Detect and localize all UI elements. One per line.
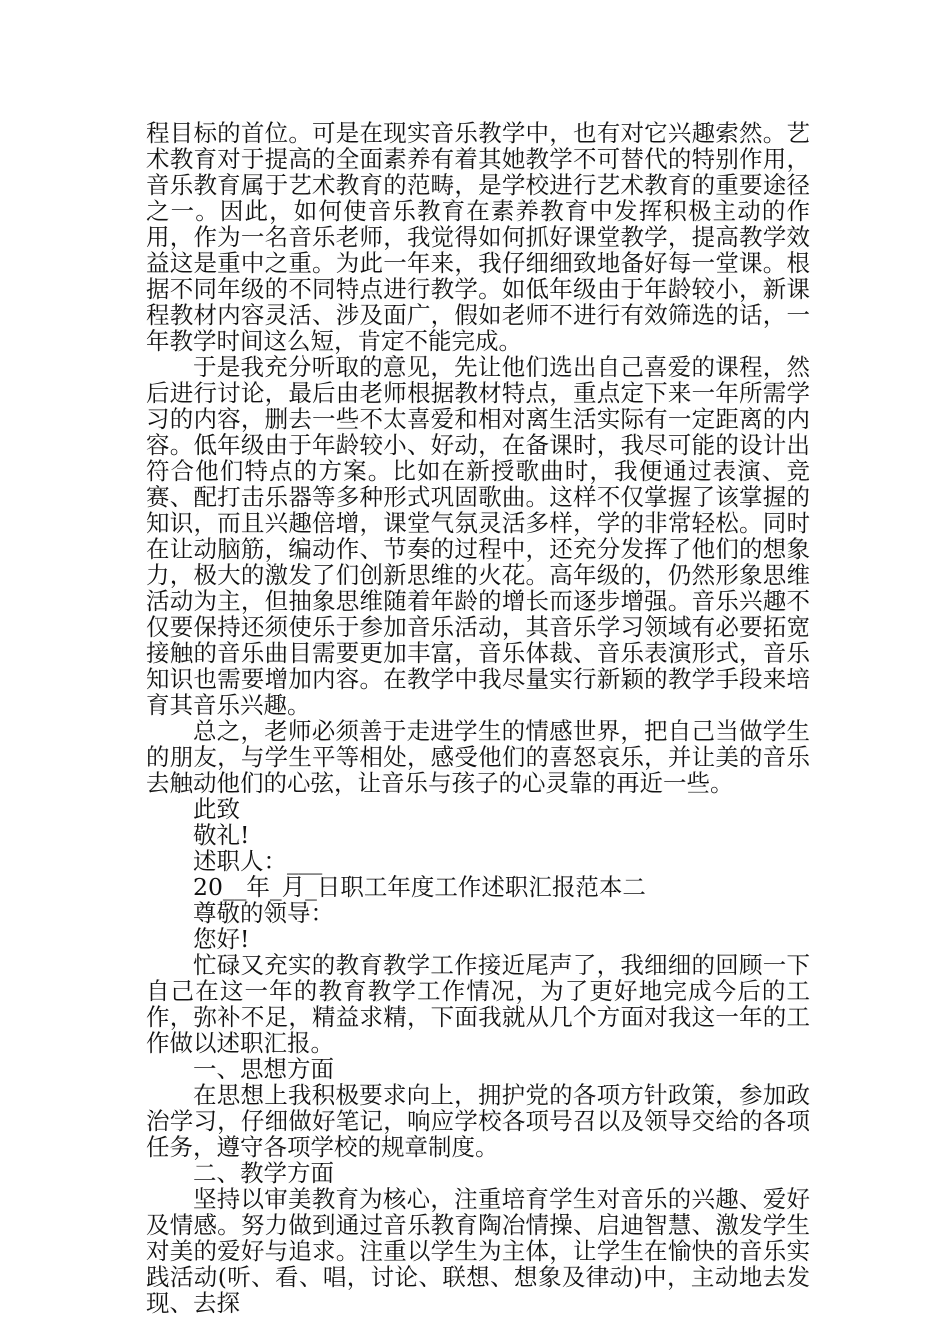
paragraph-summary: 总之，老师必须善于走进学生的情感世界，把自己当做学生的朋友，与学生平等相处，感受他们的喜怒哀乐，并让美的音乐去触动他们的心弦，让音乐与孩子的心灵靠的再近一些。	[146, 717, 810, 797]
closing-salute: 敬礼!	[193, 821, 250, 849]
heading-ideology: 一、思想方面	[193, 1055, 334, 1083]
paragraph-ideology: 在思想上我积极要求向上，拥护党的各项方针政策，参加政治学习，仔细做好笔记，响应学校各项号召以及领导交给的各项任务，遵守各项学校的规章制度。	[146, 1081, 810, 1161]
paragraph-interest: 于是我充分听取的意见，先让他们选出自己喜爱的课程，然后进行讨论，最后由老师根据教材特点，重点定下来一年所需学习的内容，删去一些不太喜爱和相对离生活实际有一定距离的内容。低年级由于年龄较小、好动，在备课时，我尽可能的设计出符合他们特点的方案。比如在新授歌曲时，我便通过表演、竞赛、配打击乐器等多种形式巩固歌曲。这样不仅掌握了该掌握的知识，而且兴趣倍增，课堂气氛灵活多样，学的非常轻松。同时在让动脑筋，编动作、节奏的过程中，还充分发挥了他们的想象力，极大的激发了们创新思维的火花。高年级的，仍然形象思维活动为主，但抽象思维随着年龄的增长而逐步增强。音乐兴趣不仅要保持还须使乐于参加音乐活动，其音乐学习领域有必要拓宽接触的音乐曲目需要更加丰富，音乐体裁、音乐表演形式，音乐知识也需要增加内容。在教学中我尽量实行新颖的教学手段来培育其音乐兴趣。	[146, 353, 810, 719]
paragraph-teaching: 坚持以审美教育为核心，注重培育学生对音乐的兴趣、爱好及情感。努力做到通过音乐教育陶冶情操、启迪智慧、激发学生对美的爱好与追求。注重以学生为主体，让学生在愉快的音乐实践活动(听、看、唱，讨论、联想、想象及律动)中，主动地去发现、去探	[146, 1185, 810, 1317]
closing-greeting: 此致	[193, 795, 240, 823]
greeting: 您好!	[193, 925, 250, 953]
document-page	[146, 120, 810, 1316]
paragraph-intro: 忙碌又充实的教育教学工作接近尾声了，我细细的回顾一下自己在这一年的教育教学工作情况，为了更好地完成今后的工作，弥补不足，精益求精，下面我就从几个方面对我这一年的工作做以述职汇报。	[146, 951, 810, 1057]
section-title: 20__年_月_日职工年度工作述职汇报范本二	[193, 873, 646, 901]
reporter-line: 述职人：___	[193, 847, 323, 875]
paragraph-continuation: 程目标的首位。可是在现实音乐教学中，也有对它兴趣索然。艺术教育对于提高的全面素养有着其她教学不可替代的特别作用，音乐教育属于艺术教育的范畴，是学校进行艺术教育的重要途径之一。因此，如何使音乐教育在素养教育中发挥积极主动的作用，作为一名音乐老师，我觉得如何抓好课堂教学，提高教学效益这是重中之重。为此一年来，我仔细细致地备好每一堂课。根据不同年级的不同特点进行教学。如低年级由于年龄较小，新课程教材内容灵活、涉及面广，假如老师不进行有效筛选的话，一年教学时间这么短，肯定不能完成。	[146, 119, 810, 355]
heading-teaching: 二、教学方面	[193, 1159, 334, 1187]
salutation: 尊敬的领导：	[193, 899, 334, 927]
